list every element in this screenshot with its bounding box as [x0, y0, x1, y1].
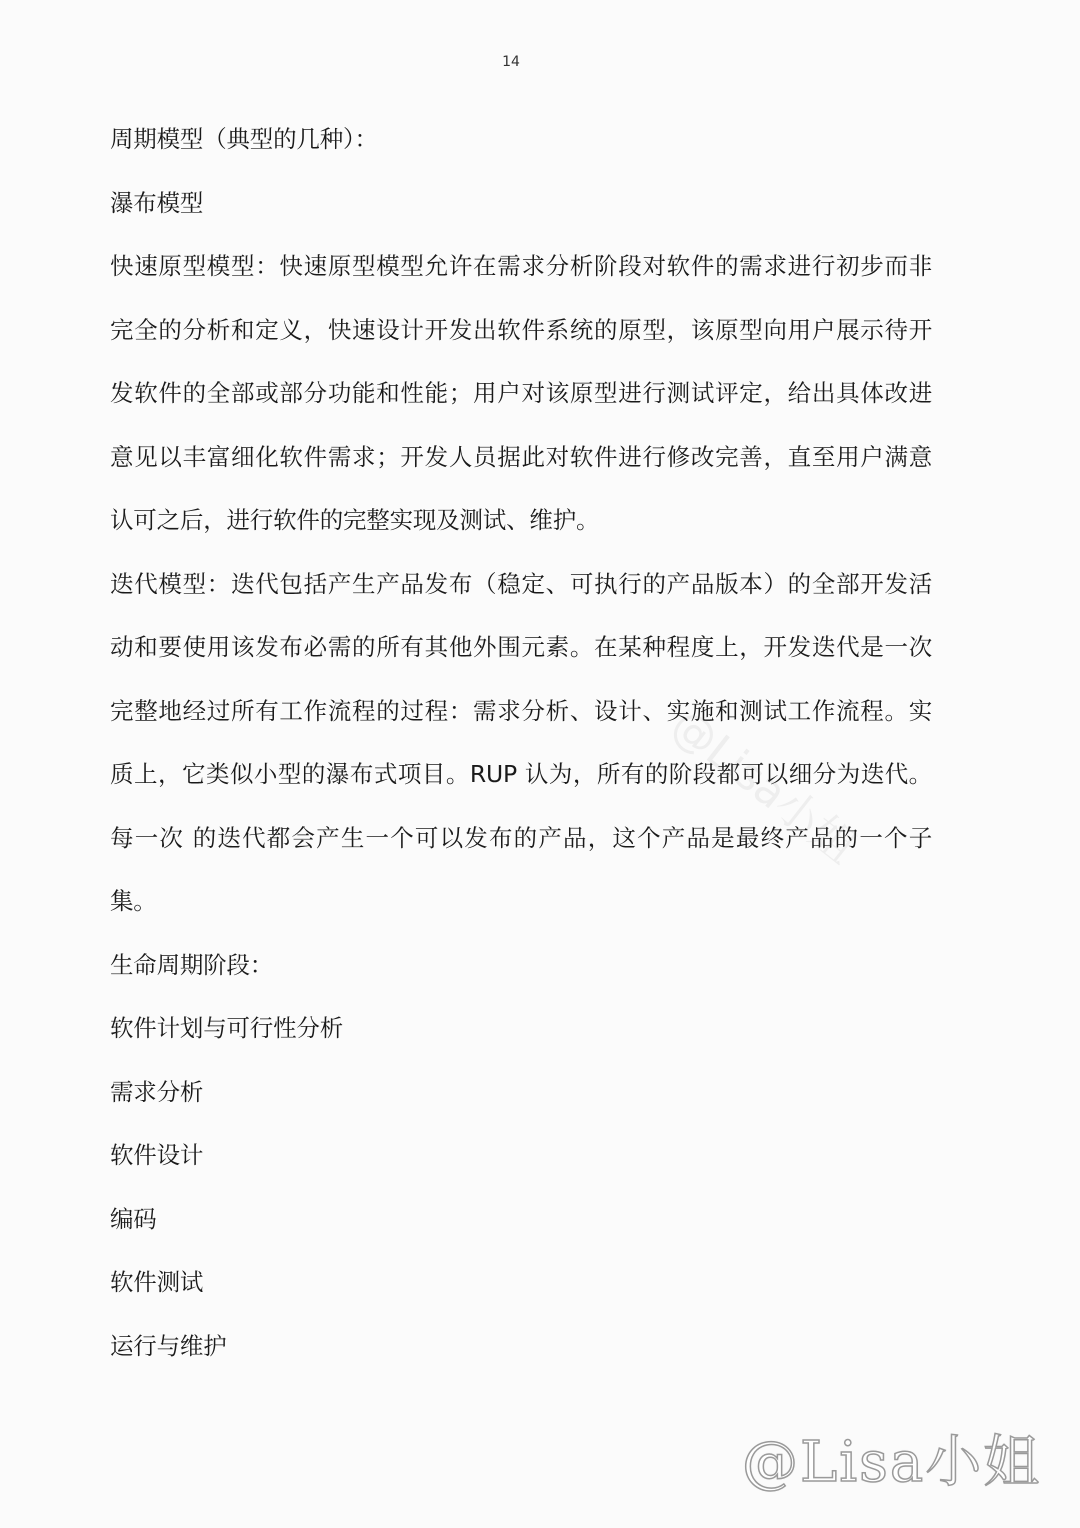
text-line: 软件计划与可行性分析	[110, 1014, 343, 1042]
diagonal-watermark: @Lisa小姐	[661, 698, 866, 874]
document-body	[110, 108, 932, 1378]
text-line: 集。	[110, 887, 157, 915]
text-line: 质上，它类似小型的瀑布式项目。RUP 认为，所有的阶段都可以细分为迭代。	[110, 760, 932, 788]
text-line: 迭代模型：迭代包括产生产品发布（稳定、可执行的产品版本）的全部开发活	[110, 569, 932, 598]
text-line: 动和要使用该发布必需的所有其他外围元素。在某种程度上，开发迭代是一次	[110, 633, 932, 661]
text-line: 软件测试	[110, 1268, 204, 1296]
text-line: 需求分析	[110, 1077, 204, 1106]
page-number: 14	[502, 54, 520, 70]
text-line: 编码	[110, 1204, 157, 1233]
text-line: 每一次 的迭代都会产生一个可以发布的产品，这个产品是最终产品的一个子	[110, 823, 932, 852]
text-line: 快速原型模型：快速原型模型允许在需求分析阶段对软件的需求进行初步而非	[110, 252, 932, 280]
text-line: 周期模型（典型的几种）：	[110, 125, 378, 153]
text-line: 发软件的全部或部分功能和性能；用户对该原型进行测试评定，给出具体改进	[110, 379, 932, 407]
text-line: 完整地经过所有工作流程的过程：需求分析、设计、实施和测试工作流程。实	[110, 696, 932, 725]
text-line: 软件设计	[110, 1141, 204, 1169]
text-line: 瀑布模型	[110, 188, 204, 217]
text-line: 意见以丰富细化软件需求；开发人员据此对软件进行修改完善，直至用户满意	[110, 442, 932, 471]
text-line: 生命周期阶段：	[110, 950, 274, 979]
text-line: 运行与维护	[110, 1331, 227, 1360]
watermark-signature: @Lisa小姐	[742, 1430, 1042, 1495]
text-line: 认可之后，进行软件的完整实现及测试、维护。	[110, 506, 600, 534]
text-line: 完全的分析和定义，快速设计开发出软件系统的原型，该原型向用户展示待开	[110, 315, 932, 344]
